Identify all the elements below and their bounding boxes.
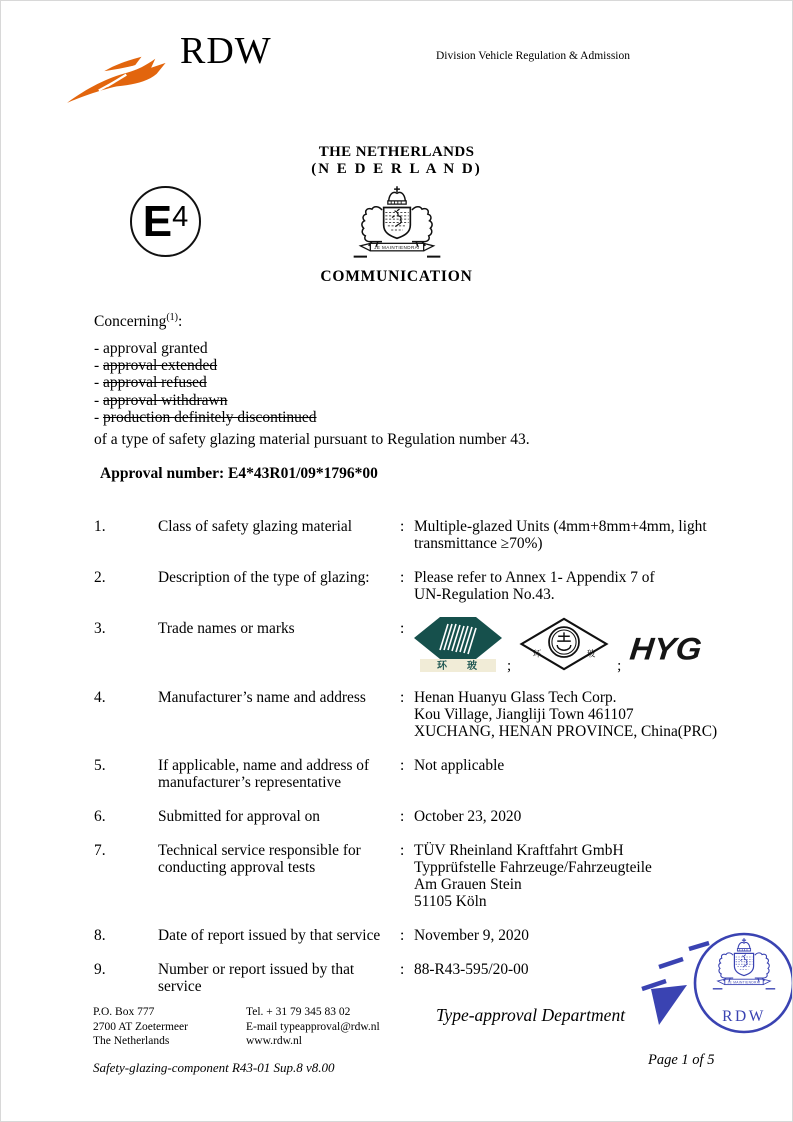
footer-contact [246, 1005, 380, 1049]
netherlands-coat-of-arms [347, 185, 447, 265]
approval-number-line [100, 465, 378, 483]
item-trade-marks: 3. Trade names or marks : 环 玻 ; 环 玻 ; HYG [94, 620, 719, 672]
footer-website: www.rdw.nl [246, 1035, 303, 1047]
item-manufacturer: 4. Manufacturer’s name and address : Henan Huanyu Glass Tech Corp. Kou Village, Jiangliji Town 461107 XUCHANG, HENAN PROVINCE, China(PRC) [94, 689, 718, 740]
item-description: 2. Description of the type of glazing: : Please refer to Annex 1- Appendix 7 of UN-Regulation No.43. [94, 569, 655, 603]
approval-number-label: Approval number: [100, 465, 225, 482]
item-technical-service: 7. Technical service responsible for conducting approval tests : TÜV Rheinland Kraftfahrt GmbH Typprüfstelle Fahrzeuge/Fahrzeugteile Am Grauen Stein 51105 Köln [94, 842, 652, 910]
approval-number-value: E4*43R01/09*1796*00 [228, 465, 378, 482]
country-block [1, 144, 792, 178]
item-representative: 5. If applicable, name and address of manufacturer’s representative : Not applicable [94, 757, 505, 791]
diamond-trademark-logo [516, 616, 612, 672]
concerning-label: Concerning [94, 313, 167, 331]
item-submitted-date: 6. Submitted for approval on : October 23, 2020 [94, 808, 522, 825]
option-approval-granted: - approval granted [94, 340, 208, 357]
diamond-character-left: 环 [532, 648, 542, 659]
option-approval-withdrawn: - approval withdrawn [94, 391, 228, 409]
hexagon-trademark-logo [414, 616, 502, 672]
option-production-discontinued: - production definitely discontinued [94, 408, 317, 426]
country-name: THE NETHERLANDS [318, 144, 475, 160]
page-number: Page 1 of 5 [648, 1052, 715, 1068]
concerning-options [94, 340, 317, 426]
footer-email: E-mail typeapproval@rdw.nl [246, 1020, 380, 1033]
diamond-character-right: 玻 [586, 648, 596, 659]
separator-semicolon: ; [617, 658, 622, 674]
e-mark-number: 4 [172, 201, 189, 233]
item-report-date: 8. Date of report issued by that service : November 9, 2020 [94, 927, 529, 944]
trade-mark-logos [414, 618, 719, 672]
items-list [94, 518, 719, 1012]
e4-approval-mark [130, 186, 201, 257]
option-approval-extended: - approval extended [94, 357, 218, 375]
concerning-line [94, 312, 182, 331]
footer-phone: Tel. + 31 79 345 83 02 [246, 1006, 351, 1018]
rdw-blue-stamp [637, 927, 793, 1041]
rdw-feather-logo-icon [63, 45, 169, 107]
subject-line: of a type of safety glazing material pursuant to Regulation number 43. [94, 431, 530, 448]
footer-address: P.O. Box 777 2700 AT Zoetermeer The Netherlands [93, 1006, 188, 1047]
document-reference: Safety-glazing-component R43-01 Sup.8 v8.00 [93, 1060, 335, 1075]
communication-heading: COMMUNICATION [320, 268, 473, 285]
hyg-trademark-logo: HYG [628, 631, 704, 667]
division-title: Division Vehicle Regulation & Admission [436, 50, 631, 62]
item-report-number: 9. Number or report issued by that service : 88-R43-595/20-00 [94, 961, 529, 995]
e-mark-letter: E [142, 196, 173, 246]
department-name: Type-approval Department [436, 1005, 626, 1025]
item-class-of-glazing: 1. Class of safety glazing material : Multiple-glazed Units (4mm+8mm+4mm, light transmittance ≥70%) [94, 518, 707, 552]
hexagon-character-right: 玻 [467, 661, 477, 672]
hexagon-character-left: 环 [437, 661, 447, 672]
rdw-wordmark: RDW [180, 30, 272, 72]
separator-semicolon: ; [507, 658, 512, 674]
option-approval-refused: - approval refused [94, 374, 207, 392]
country-native-name: (N E D E R L A N D) [311, 161, 482, 177]
stamp-rdw-text: RDW [722, 1008, 766, 1025]
footnote-ref: (1) [166, 312, 178, 323]
colon: : [178, 313, 183, 331]
